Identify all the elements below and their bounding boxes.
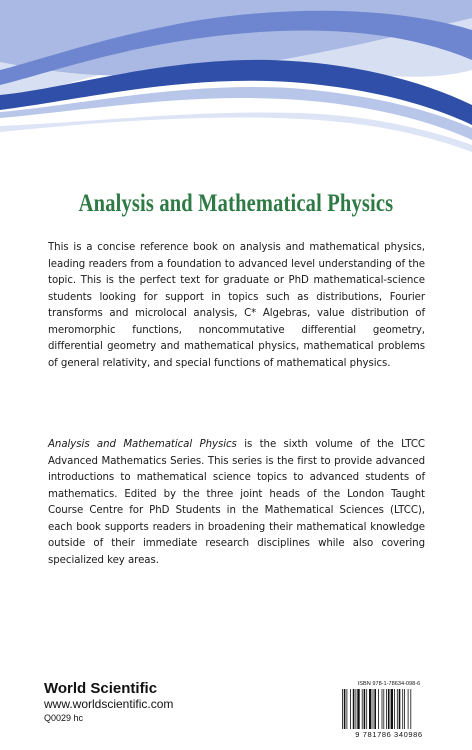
decorative-wave-banner	[0, 0, 472, 160]
barcode-bars	[340, 689, 438, 729]
publisher-block	[44, 680, 173, 725]
book-title-italic: Analysis and Mathematical Physics	[48, 439, 237, 450]
series-paragraph-text: is the sixth volume of the LTCC Advanced Mathematics Series. This series is the first to provide advanced introductions to mathematical science topics to advanced students of mathematics. Edited by the three joint heads of the London Taught Course Centre for PhD Students in the Mathematical Sciences (LTCC), each book supports readers in broadening their mathematical knowledge outside of their immediate research disciplines while also covering specialized key areas.	[48, 439, 425, 566]
barcode	[340, 681, 438, 739]
barcode-number: 9 781786 340986	[355, 730, 423, 739]
publisher-url: www.worldscientific.com	[44, 697, 174, 711]
isbn-label: ISBN 978-1-78634-098-6	[357, 681, 421, 687]
series-paragraph	[48, 437, 425, 569]
product-code: Q0029 hc	[44, 713, 84, 723]
description-paragraph: This is a concise reference book on analysis and mathematical physics, leading readers from a foundation to advanced level understanding of the topic. This is the perfect text for graduate or PhD mathematical-science students looking for support in topics such as distributions, Fourier transforms and microlocal analysis, C* Algebras, value distribution of meromorphic functions, noncommutative differential geometry, differential geometry and mathematical physics, mathematical problems of general relativity, and special functions of mathematical physics.	[48, 242, 425, 369]
publisher-name: World Scientific	[44, 680, 158, 697]
book-title: Analysis and Mathematical Physics	[78, 190, 394, 217]
